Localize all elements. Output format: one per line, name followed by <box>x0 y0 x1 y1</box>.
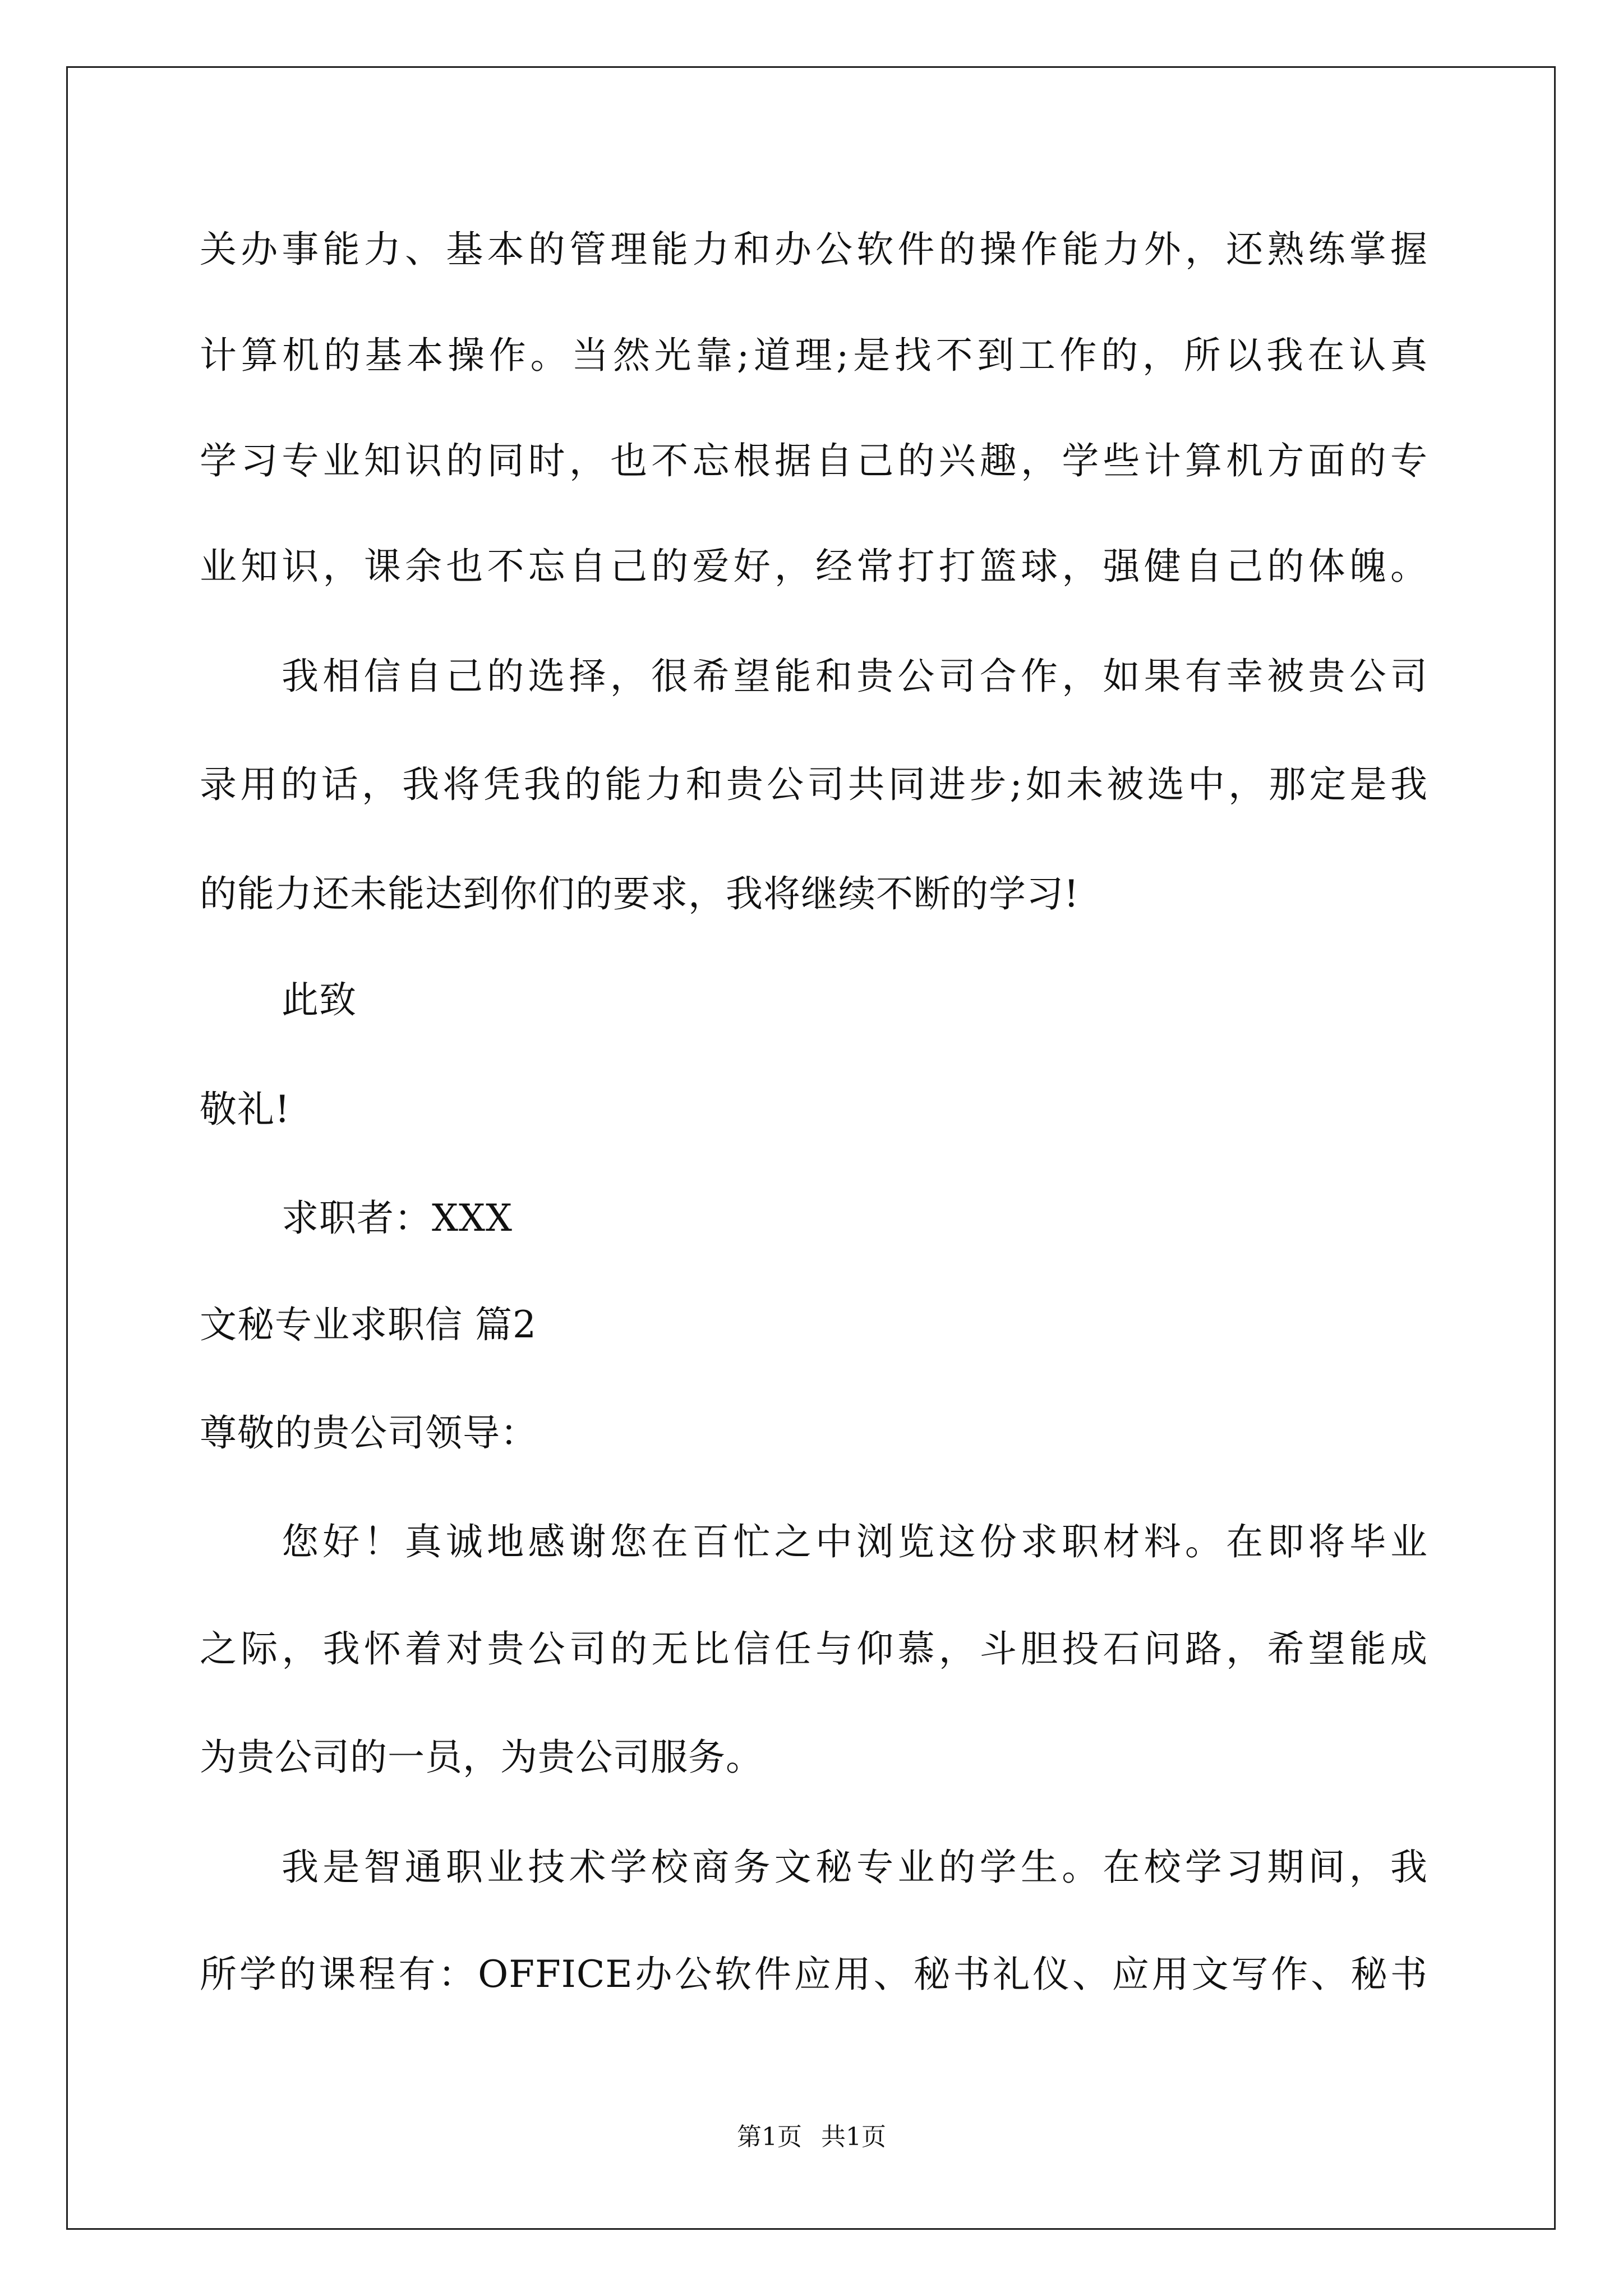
page-total: 共1页 <box>821 2123 886 2151</box>
paragraph-first-line: 我是智通职业技术学校商务文秘专业的学生。在校学习期间，我 <box>282 1846 1428 1889</box>
closing-regards: 敬礼! <box>200 1088 291 1131</box>
text-line: 学习专业知识的同时，也不忘根据自己的兴趣，学些计算机方面的专 <box>200 439 1428 482</box>
applicant-signature: 求职者：XXX <box>282 1197 513 1240</box>
text-line: 业知识，课余也不忘自己的爱好，经常打打篮球，强健自己的体魄。 <box>200 545 1428 588</box>
section-heading: 文秘专业求职信 篇2 <box>200 1303 537 1346</box>
text-line: 之际，我怀着对贵公司的无比信任与仰慕，斗胆投石问路，希望能成 <box>200 1627 1428 1671</box>
paragraph-first-line: 您好！真诚地感谢您在百忙之中浏览这份求职材料。在即将毕业 <box>282 1520 1428 1563</box>
page-border <box>66 66 1556 2230</box>
text-line: 的能力还未能达到你们的要求，我将继续不断的学习! <box>200 872 1080 915</box>
text-line: 录用的话，我将凭我的能力和贵公司共同进步;如未被选中，那定是我 <box>200 763 1428 806</box>
page-footer <box>0 2122 1623 2153</box>
closing-salutation: 此致 <box>282 978 357 1022</box>
text-line: 为贵公司的一员，为贵公司服务。 <box>200 1736 763 1779</box>
paragraph-first-line: 我相信自己的选择，很希望能和贵公司合作，如果有幸被贵公司 <box>282 655 1428 698</box>
text-line: 计算机的基本操作。当然光靠;道理;是找不到工作的，所以我在认真 <box>200 334 1428 377</box>
page-number: 第1页 <box>737 2123 802 2151</box>
text-line: 所学的课程有：OFFICE办公软件应用、秘书礼仪、应用文写作、秘书 <box>200 1953 1428 1996</box>
text-line: 关办事能力、基本的管理能力和办公软件的操作能力外，还熟练掌握 <box>200 228 1428 271</box>
greeting: 尊敬的贵公司领导： <box>200 1411 538 1455</box>
